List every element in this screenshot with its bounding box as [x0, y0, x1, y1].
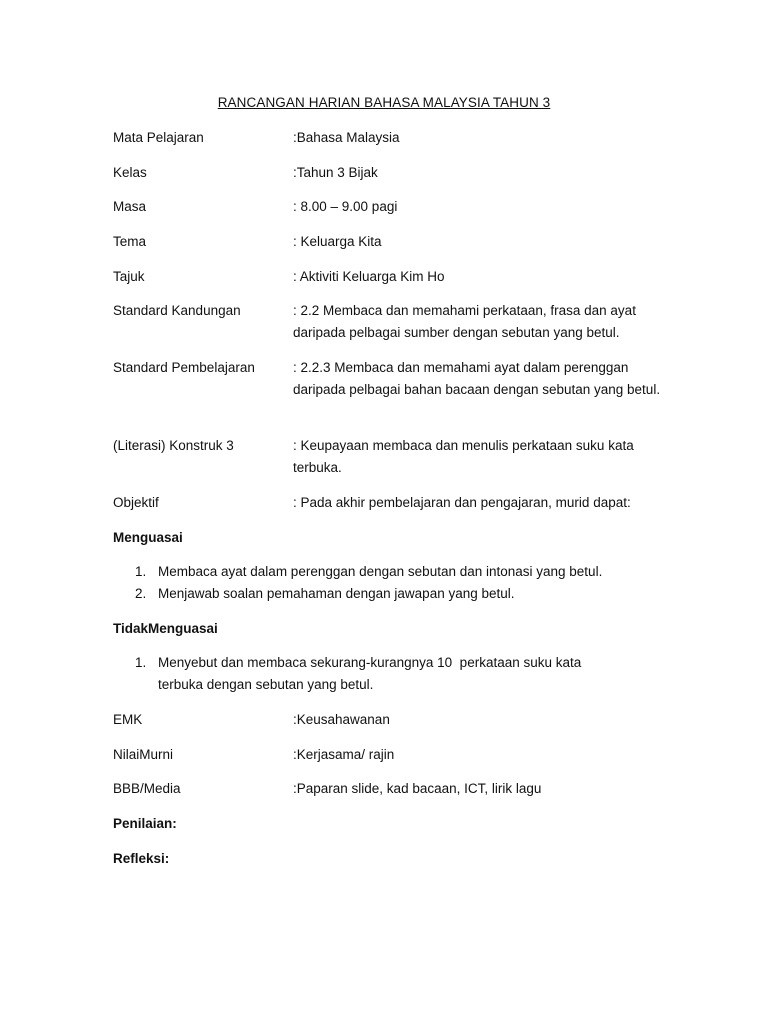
field-label: Masa	[113, 199, 147, 214]
refleksi-label: Refleksi:	[113, 851, 170, 866]
field-value: : Keluarga Kita	[293, 234, 382, 249]
field-label: Objektif	[113, 495, 159, 510]
tidak-menguasai-heading: TidakMenguasai	[113, 621, 218, 636]
field-label: Tema	[113, 234, 147, 249]
menguasai-heading: Menguasai	[113, 530, 183, 545]
field-value: :Kerjasama/ rajin	[293, 747, 395, 762]
document-title: RANCANGAN HARIAN BAHASA MALAYSIA TAHUN 3	[217, 95, 551, 110]
field-value: :Paparan slide, kad bacaan, ICT, lirik lagu	[293, 781, 542, 796]
field-label: (Literasi) Konstruk 3	[113, 438, 234, 453]
field-label: Standard Kandungan	[113, 303, 241, 318]
list-text: Menyebut dan membaca sekurang-kurangnya 10 perkataan suku kata terbuka dengan sebutan yang betul.	[158, 655, 586, 692]
field-value: : 2.2.3 Membaca dan memahami ayat dalam perenggan daripada pelbagai bahan bacaan dengan sebutan yang betul.	[293, 360, 661, 397]
field-value: : Keupayaan membaca dan menulis perkataan suku kata terbuka.	[293, 438, 634, 475]
field-value: : 8.00 – 9.00 pagi	[293, 199, 398, 214]
list-number: 1.	[135, 564, 147, 579]
field-value: : Pada akhir pembelajaran dan pengajaran, murid dapat:	[293, 495, 631, 510]
tidak-menguasai-list	[113, 652, 673, 696]
field-label: Mata Pelajaran	[113, 130, 204, 145]
field-label: Kelas	[113, 165, 147, 180]
field-label: EMK	[113, 712, 143, 727]
field-value: :Bahasa Malaysia	[293, 130, 400, 145]
list-number: 1.	[135, 655, 147, 670]
list-text: Membaca ayat dalam perenggan dengan sebutan dan intonasi yang betul.	[158, 564, 603, 579]
penilaian-label: Penilaian:	[113, 816, 177, 831]
field-label: NilaiMurni	[113, 747, 174, 762]
field-label: BBB/Media	[113, 781, 181, 796]
field-value: :Keusahawanan	[293, 712, 390, 727]
list-item	[113, 652, 673, 696]
list-item	[113, 561, 673, 583]
list-item	[113, 583, 673, 605]
field-label: Tajuk	[113, 269, 145, 284]
field-value: : Aktiviti Keluarga Kim Ho	[293, 269, 445, 284]
field-value: :Tahun 3 Bijak	[293, 165, 378, 180]
list-number: 2.	[135, 586, 147, 601]
menguasai-list	[113, 561, 673, 605]
field-label: Standard Pembelajaran	[113, 360, 255, 375]
list-text: Menjawab soalan pemahaman dengan jawapan yang betul.	[158, 586, 515, 601]
field-value: : 2.2 Membaca dan memahami perkataan, frasa dan ayat daripada pelbagai sumber dengan sebutan yang betul.	[293, 303, 636, 340]
